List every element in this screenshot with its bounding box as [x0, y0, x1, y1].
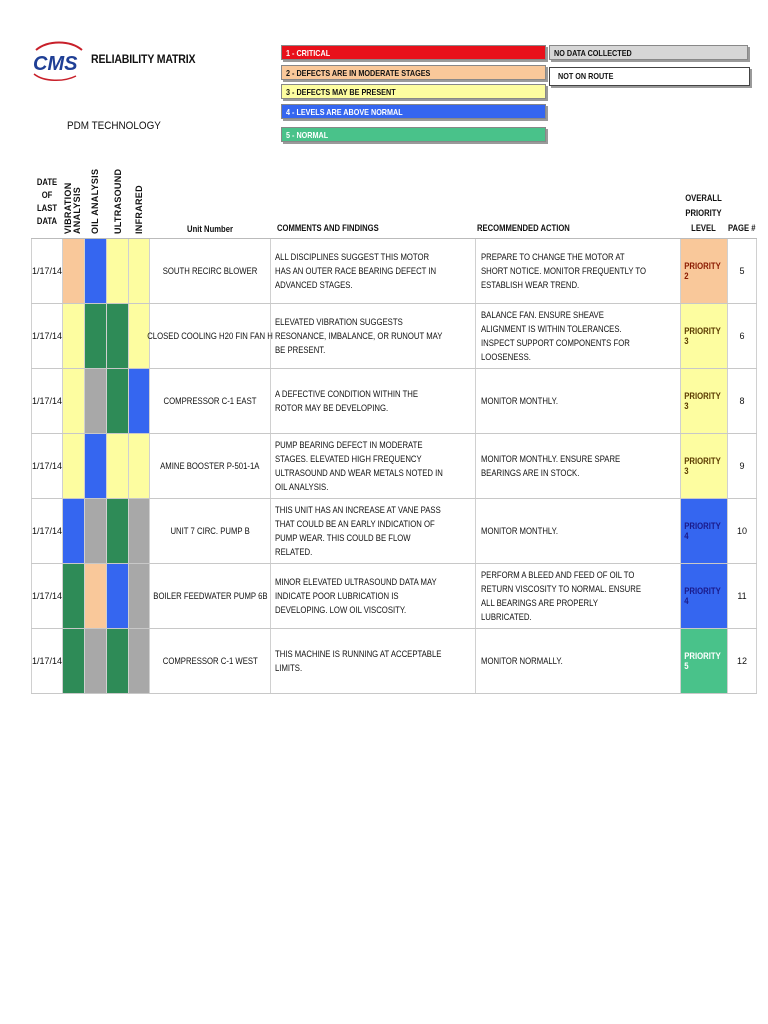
table-row	[31, 629, 757, 694]
legend-above-label: 4 - LEVELS ARE ABOVE NORMAL	[286, 107, 403, 117]
legend-moderate	[281, 65, 546, 80]
page-number-cell: 6	[728, 304, 757, 368]
header-recommended-label: RECOMMENDED ACTION	[477, 223, 570, 233]
table-row	[31, 434, 757, 499]
priority-badge	[681, 369, 728, 433]
oil-status-cell	[85, 629, 107, 693]
vibration-status-cell	[63, 434, 85, 498]
header-page	[728, 223, 760, 233]
recommended-action-cell-text: BALANCE FAN. ENSURE SHEAVE ALIGNMENT IS WITHIN TOLERANCES. INSPECT SUPPORT COMPONENTS FOR LOOSENESS.	[481, 310, 630, 362]
comments-cell	[271, 239, 476, 303]
unit-number-cell	[147, 304, 273, 368]
header-ultrasound: ULTRASOUND	[113, 168, 123, 234]
priority-badge-text: PRIORITY 3	[684, 391, 721, 411]
page-number-cell: 11	[728, 564, 757, 628]
recommended-action-cell	[476, 239, 681, 303]
recommended-action-cell	[476, 499, 681, 563]
unit-number-cell-text: UNIT 7 CIRC. PUMP B	[170, 526, 250, 536]
reliability-table	[31, 238, 757, 694]
priority-badge-text: PRIORITY 2	[684, 261, 721, 281]
oil-status-cell	[85, 369, 107, 433]
table-row	[31, 499, 757, 564]
legend-no-data	[549, 45, 748, 60]
cms-logo	[30, 38, 86, 84]
vibration-status-cell	[63, 239, 85, 303]
vibration-status-cell	[63, 564, 85, 628]
header-comments	[277, 223, 397, 233]
priority-badge-text: PRIORITY 3	[684, 326, 721, 346]
header-infrared: INFRARED	[134, 185, 144, 234]
legend-normal	[281, 127, 546, 142]
priority-badge	[681, 304, 728, 368]
recommended-action-cell-text: MONITOR MONTHLY. ENSURE SPARE BEARINGS ARE IN STOCK.	[481, 454, 621, 478]
legend-no-data-label: NO DATA COLLECTED	[554, 48, 632, 58]
date-cell: 1/17/14	[31, 434, 63, 498]
unit-number-cell-text: SOUTH RECIRC BLOWER	[162, 266, 258, 276]
priority-badge	[681, 629, 728, 693]
page-number-cell: 8	[728, 369, 757, 433]
header-date	[32, 176, 62, 228]
oil-status-cell	[85, 499, 107, 563]
ultrasound-status-cell	[107, 564, 129, 628]
comments-cell	[271, 369, 476, 433]
page-title: RELIABILITY MATRIX	[91, 52, 196, 66]
header-comments-label: COMMENTS AND FINDINGS	[277, 223, 379, 233]
recommended-action-cell-text: MONITOR MONTHLY.	[481, 396, 558, 406]
ultrasound-status-cell	[107, 304, 129, 368]
unit-number-cell	[150, 499, 271, 563]
comments-cell-text: A DEFECTIVE CONDITION WITHIN THE ROTOR MAY BE DEVELOPING.	[275, 389, 419, 413]
oil-status-cell	[85, 434, 107, 498]
page-number-cell: 9	[728, 434, 757, 498]
pdm-technology-label: PDM TECHNOLOGY	[67, 120, 161, 132]
recommended-action-cell	[476, 369, 681, 433]
recommended-action-cell	[476, 629, 681, 693]
infrared-status-cell	[129, 564, 150, 628]
legend-present-label: 3 - DEFECTS MAY BE PRESENT	[286, 87, 396, 97]
header-oil: OIL ANALYSIS	[90, 168, 100, 234]
page-number-cell: 5	[728, 239, 757, 303]
header-date-label: DATE OF LAST DATA	[36, 177, 58, 226]
header-vibration: VIBRATION ANALYSIS	[63, 182, 82, 234]
unit-number-cell-text: CLOSED COOLING H20 FIN FAN H	[147, 331, 273, 341]
unit-number-cell	[150, 239, 271, 303]
priority-badge-text: PRIORITY 3	[684, 456, 721, 476]
recommended-action-cell	[476, 564, 681, 628]
header-unit	[150, 224, 270, 234]
ultrasound-status-cell	[107, 239, 129, 303]
legend-not-on-route-label: NOT ON ROUTE	[558, 71, 614, 81]
table-row	[31, 369, 757, 434]
header-unit-label: Unit Number	[187, 224, 233, 234]
table-row	[31, 304, 757, 369]
ultrasound-status-cell	[107, 434, 129, 498]
ultrasound-status-cell	[107, 629, 129, 693]
unit-number-cell	[150, 629, 271, 693]
comments-cell-text: THIS MACHINE IS RUNNING AT ACCEPTABLE LIMITS.	[275, 649, 442, 673]
header-recommended	[477, 223, 586, 233]
recommended-action-cell	[476, 434, 681, 498]
vibration-status-cell	[63, 304, 85, 368]
recommended-action-cell-text: PREPARE TO CHANGE THE MOTOR AT SHORT NOTICE. MONITOR FREQUENTLY TO ESTABLISH WEAR TREND.	[481, 252, 647, 290]
priority-badge-text: PRIORITY 5	[684, 651, 721, 671]
unit-number-cell	[150, 369, 271, 433]
date-cell: 1/17/14	[31, 629, 63, 693]
unit-number-cell	[150, 434, 271, 498]
ultrasound-status-cell	[107, 499, 129, 563]
priority-badge	[681, 499, 728, 563]
comments-cell	[271, 564, 476, 628]
infrared-status-cell	[129, 499, 150, 563]
legend-not-on-route	[549, 67, 750, 86]
unit-number-cell-text: COMPRESSOR C-1 EAST	[163, 396, 257, 406]
date-cell: 1/17/14	[31, 304, 63, 368]
comments-cell-text: ELEVATED VIBRATION SUGGESTS RESONANCE, IMBALANCE, OR RUNOUT MAY BE PRESENT.	[275, 317, 443, 355]
unit-number-cell-text: AMINE BOOSTER P-501-1A	[160, 461, 260, 471]
legend-moderate-label: 2 - DEFECTS ARE IN MODERATE STAGES	[286, 68, 431, 78]
header-overall-priority	[680, 191, 727, 236]
comments-cell-text: THIS UNIT HAS AN INCREASE AT VANE PASS THAT COULD BE AN EARLY INDICATION OF PUMP WEAR. THIS COULD BE FLOW RELATED.	[275, 505, 441, 557]
legend-present	[281, 84, 546, 99]
priority-badge	[681, 434, 728, 498]
recommended-action-cell-text: MONITOR MONTHLY.	[481, 526, 558, 536]
date-cell: 1/17/14	[31, 499, 63, 563]
priority-badge-text: PRIORITY 4	[684, 521, 721, 541]
legend-above-normal	[281, 104, 546, 119]
comments-cell	[271, 434, 476, 498]
priority-badge	[681, 564, 728, 628]
ultrasound-status-cell	[107, 369, 129, 433]
infrared-status-cell	[129, 369, 150, 433]
unit-number-cell-text: BOILER FEEDWATER PUMP 6B	[152, 591, 268, 601]
legend-critical-label: 1 - CRITICAL	[286, 48, 331, 58]
vibration-status-cell	[63, 629, 85, 693]
date-cell: 1/17/14	[31, 239, 63, 303]
page-number-cell: 12	[728, 629, 757, 693]
date-cell: 1/17/14	[31, 564, 63, 628]
infrared-status-cell	[129, 239, 150, 303]
vibration-status-cell	[63, 369, 85, 433]
oil-status-cell	[85, 564, 107, 628]
legend-normal-label: 5 - NORMAL	[286, 130, 329, 140]
date-cell: 1/17/14	[31, 369, 63, 433]
recommended-action-cell	[476, 304, 681, 368]
comments-cell-text: PUMP BEARING DEFECT IN MODERATE STAGES. ELEVATED HIGH FREQUENCY ULTRASOUND AND WEAR METALS NOTED IN OIL ANALYSIS.	[275, 440, 443, 492]
page-number-cell: 10	[728, 499, 757, 563]
priority-badge	[681, 239, 728, 303]
priority-badge-text: PRIORITY 4	[684, 586, 721, 606]
comments-cell	[271, 499, 476, 563]
legend-critical	[281, 45, 546, 60]
comments-cell	[271, 629, 476, 693]
vibration-status-cell	[63, 499, 85, 563]
comments-cell-text: MINOR ELEVATED ULTRASOUND DATA MAY INDICATE POOR LUBRICATION IS DEVELOPING. LOW OIL VISCOSITY.	[275, 577, 437, 615]
comments-cell-text: ALL DISCIPLINES SUGGEST THIS MOTOR HAS AN OUTER RACE BEARING DEFECT IN ADVANCED STAGES.	[275, 252, 437, 290]
recommended-action-cell-text: MONITOR NORMALLY.	[481, 656, 563, 666]
oil-status-cell	[85, 239, 107, 303]
unit-number-cell	[150, 564, 271, 628]
infrared-status-cell	[129, 629, 150, 693]
header-page-label: PAGE #	[728, 223, 756, 233]
logo-text: CMS	[33, 53, 78, 75]
infrared-status-cell	[129, 434, 150, 498]
unit-number-cell-text: COMPRESSOR C-1 WEST	[162, 656, 258, 666]
oil-status-cell	[85, 304, 107, 368]
table-row	[31, 239, 757, 304]
comments-cell	[271, 304, 476, 368]
header-overall-label: OVERALL PRIORITY LEVEL	[685, 193, 722, 233]
table-row	[31, 564, 757, 629]
recommended-action-cell-text: PERFORM A BLEED AND FEED OF OIL TO RETURN VISCOSITY TO NORMAL. ENSURE ALL BEARINGS ARE PROPERLY LUBRICATED.	[481, 570, 642, 622]
